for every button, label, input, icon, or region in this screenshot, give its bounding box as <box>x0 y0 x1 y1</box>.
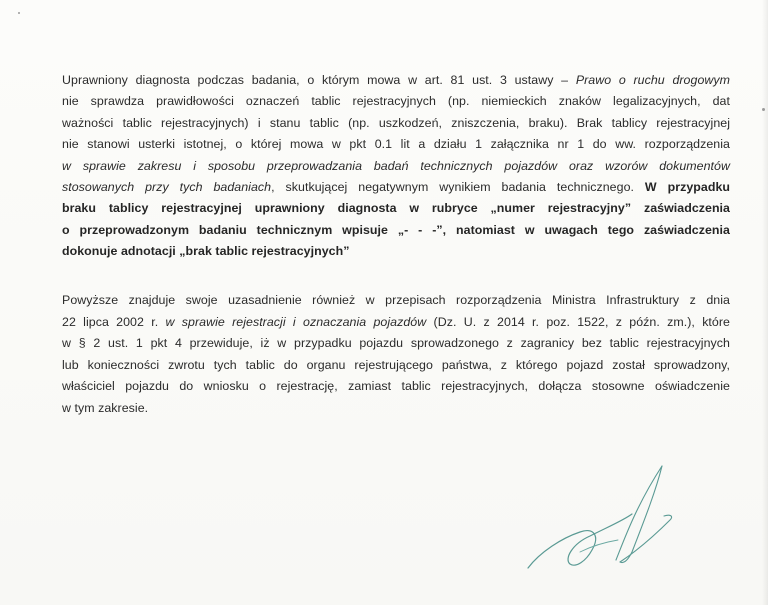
text-segment: 22 lipca 2002 r. <box>62 314 166 329</box>
text-line <box>62 134 730 155</box>
signature-icon <box>520 456 700 586</box>
text-line <box>62 241 730 262</box>
text-line <box>62 198 730 219</box>
paragraph-diagnostician-duties <box>62 70 730 263</box>
text-line <box>62 220 730 241</box>
text-segment: stosowanych przy tych badaniach <box>62 180 272 195</box>
text-segment: w sprawie zakresu i sposobu przeprowadzania badań technicznych pojazdów oraz wzorów dokumentów <box>62 158 730 173</box>
text-segment: Uprawniony diagnosta podczas badania, o którym mowa w art. 81 ust. 3 ustawy – <box>62 73 576 87</box>
text-line <box>62 156 730 177</box>
text-segment: właściciel pojazdu do wniosku o rejestrację, zamiast tablic rejestracyjnych, dołącza stosowne oświadczenie <box>62 379 730 394</box>
text-segment: w tym zakresie. <box>62 400 149 415</box>
text-segment: nie stanowi usterki istotnej, o której mowa w pkt 0.1 lit a działu 1 załącznika nr 1 do ww. rozporządzenia <box>62 137 730 152</box>
text-segment: Powyższe znajduje swoje uzasadnienie również w przepisach rozporządzenia Ministra Infrastruktury z dnia <box>62 293 730 307</box>
text-segment: ważności tablic rejestracyjnych) i stanu tablic (np. uszkodzeń, zniszczenia, braku). Brak tablicy rejestracyjnej <box>62 115 730 130</box>
text-segment: w sprawie rejestracji i oznaczania pojazdów <box>165 314 427 329</box>
text-segment: nie sprawdza prawidłowości oznaczeń tablic rejestracyjnych (np. niemieckich znaków legalizacyjnych, dat <box>62 94 730 109</box>
text-line <box>62 70 730 91</box>
text-line <box>62 312 730 334</box>
scan-speck <box>18 12 20 14</box>
text-segment: Prawo o ruchu drogowym <box>575 73 731 87</box>
text-segment: braku tablicy rejestracyjnej uprawniony diagnosta w rubryce „numer rejestracyjny” zaświadczenia <box>62 201 730 216</box>
text-segment: dokonuje adnotacji „brak tablic rejestracyjnych” <box>62 244 350 259</box>
text-segment: (Dz. U. z 2014 r. poz. 1522, z późn. zm.), które <box>426 314 730 329</box>
text-segment: lub konieczności zwrotu tych tablic do organu rejestrującego państwa, z którego pojazd został sprowadzony, <box>62 357 730 372</box>
text-line <box>62 91 730 112</box>
text-line <box>62 177 730 198</box>
text-line <box>62 113 730 134</box>
text-segment: W przypadku <box>644 180 730 195</box>
text-line <box>62 355 730 377</box>
text-line <box>62 398 730 420</box>
text-line <box>62 333 730 355</box>
scan-edge-shadow <box>762 0 768 605</box>
text-segment: w § 2 ust. 1 pkt 4 przewiduje, iż w przypadku pojazdu sprowadzonego z zagranicy bez tablic rejestracyjnych <box>62 336 730 351</box>
text-segment: o przeprowadzonym badaniu technicznym wpisuje „- - -”, natomiast w uwagach tego zaświadczenia <box>62 222 730 237</box>
paragraph-legal-basis <box>62 290 730 420</box>
text-segment: , skutkującej negatywnym wynikiem badania technicznego. <box>271 180 645 195</box>
text-line <box>62 376 730 398</box>
scan-speck <box>762 108 765 111</box>
text-line <box>62 290 730 312</box>
